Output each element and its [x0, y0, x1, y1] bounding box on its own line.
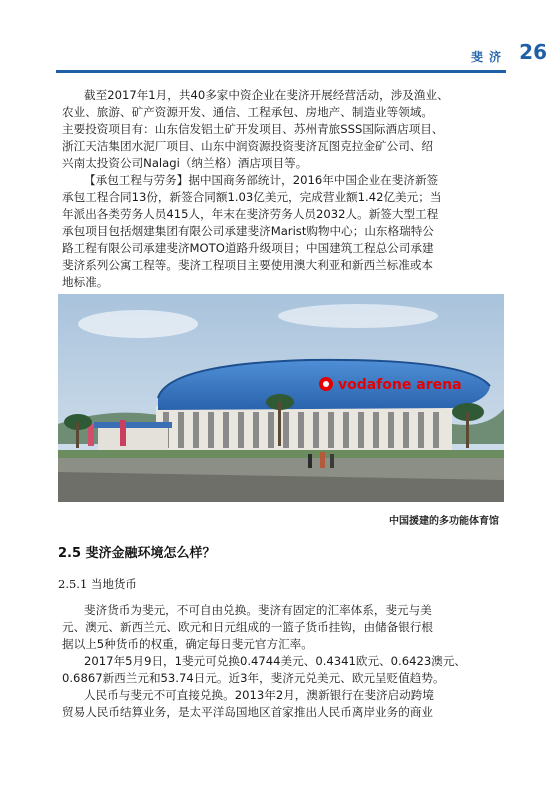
text-line: 贸易人民币结算业务，是太平洋岛国地区首家推出人民币离岸业务的商业	[62, 705, 434, 719]
subsection-heading: 2.5.1 当地货币	[58, 577, 137, 591]
paragraph-currency	[62, 602, 502, 721]
text-line: 浙江天洁集团水泥厂项目、山东中润资源投资斐济瓦图克拉金矿公司、绍	[62, 139, 434, 153]
text-line: 年派出各类劳务人员415人，年末在斐济劳务人员2032人。新签大型工程	[62, 207, 439, 221]
text-line: 截至2017年1月，共40多家中资企业在斐济开展经营活动，涉及渔业、	[84, 88, 449, 102]
text-line: 地标准。	[62, 275, 109, 289]
text-line: 路工程有限公司承建斐济MOTO道路升级项目；中国建筑工程总公司承建	[62, 241, 434, 255]
text-line: 人民币与斐元不可直接兑换。2013年2月，澳新银行在斐济启动跨境	[84, 688, 434, 702]
text-line: 主要投资项目有：山东信发铝土矿开发项目、苏州青旅SSS国际酒店项目、	[62, 122, 444, 136]
text-line: 斐济系列公寓工程等。斐济工程项目主要使用澳大利亚和新西兰标准或本	[62, 258, 434, 272]
text-line: 斐济货币为斐元，不可自由兑换。斐济有固定的汇率体系，斐元与美	[84, 603, 432, 617]
header-rule	[56, 70, 506, 73]
text-line: 承包工程合同13份，新签合同额1.03亿美元，完成营业额1.42亿美元；当	[62, 190, 442, 204]
page-header	[0, 40, 559, 80]
text-line: 0.6867新西兰元和53.74日元。近3年，斐济元兑美元、欧元呈贬值趋势。	[62, 671, 445, 685]
text-line: 【承包工程与劳务】据中国商务部统计，2016年中国企业在斐济新签	[84, 173, 439, 187]
running-title: 斐济	[470, 50, 507, 64]
text-line: 2017年5月9日，1斐元可兑换0.4744美元、0.4341欧元、0.6423澳元、	[84, 654, 467, 668]
section-heading: 2.5 斐济金融环境怎么样？	[58, 546, 216, 561]
paragraph-contracting	[62, 172, 502, 291]
text-line: 元、澳元、新西兰元、欧元和日元组成的一篮子货币挂钩，由储备银行根	[62, 620, 434, 634]
text-line: 承包项目包括烟建集团有限公司承建斐济Marist购物中心；山东格瑞特公	[62, 224, 434, 238]
paragraph-investment	[62, 87, 502, 172]
text-line: 农业、旅游、矿产资源开发、通信、工程承包、房地产、制造业等领域。	[62, 105, 434, 119]
page-number: 26	[519, 40, 547, 64]
text-line: 据以上5种货币的权重，确定每日斐元官方汇率。	[62, 637, 313, 651]
arena-sign-text: vodafone arena	[338, 377, 462, 393]
text-line: 兴南太投资公司Nalagi（纳兰格）酒店项目等。	[62, 156, 308, 170]
photo-caption: 中国援建的多功能体育馆	[389, 516, 499, 527]
arena-photo	[58, 294, 504, 502]
